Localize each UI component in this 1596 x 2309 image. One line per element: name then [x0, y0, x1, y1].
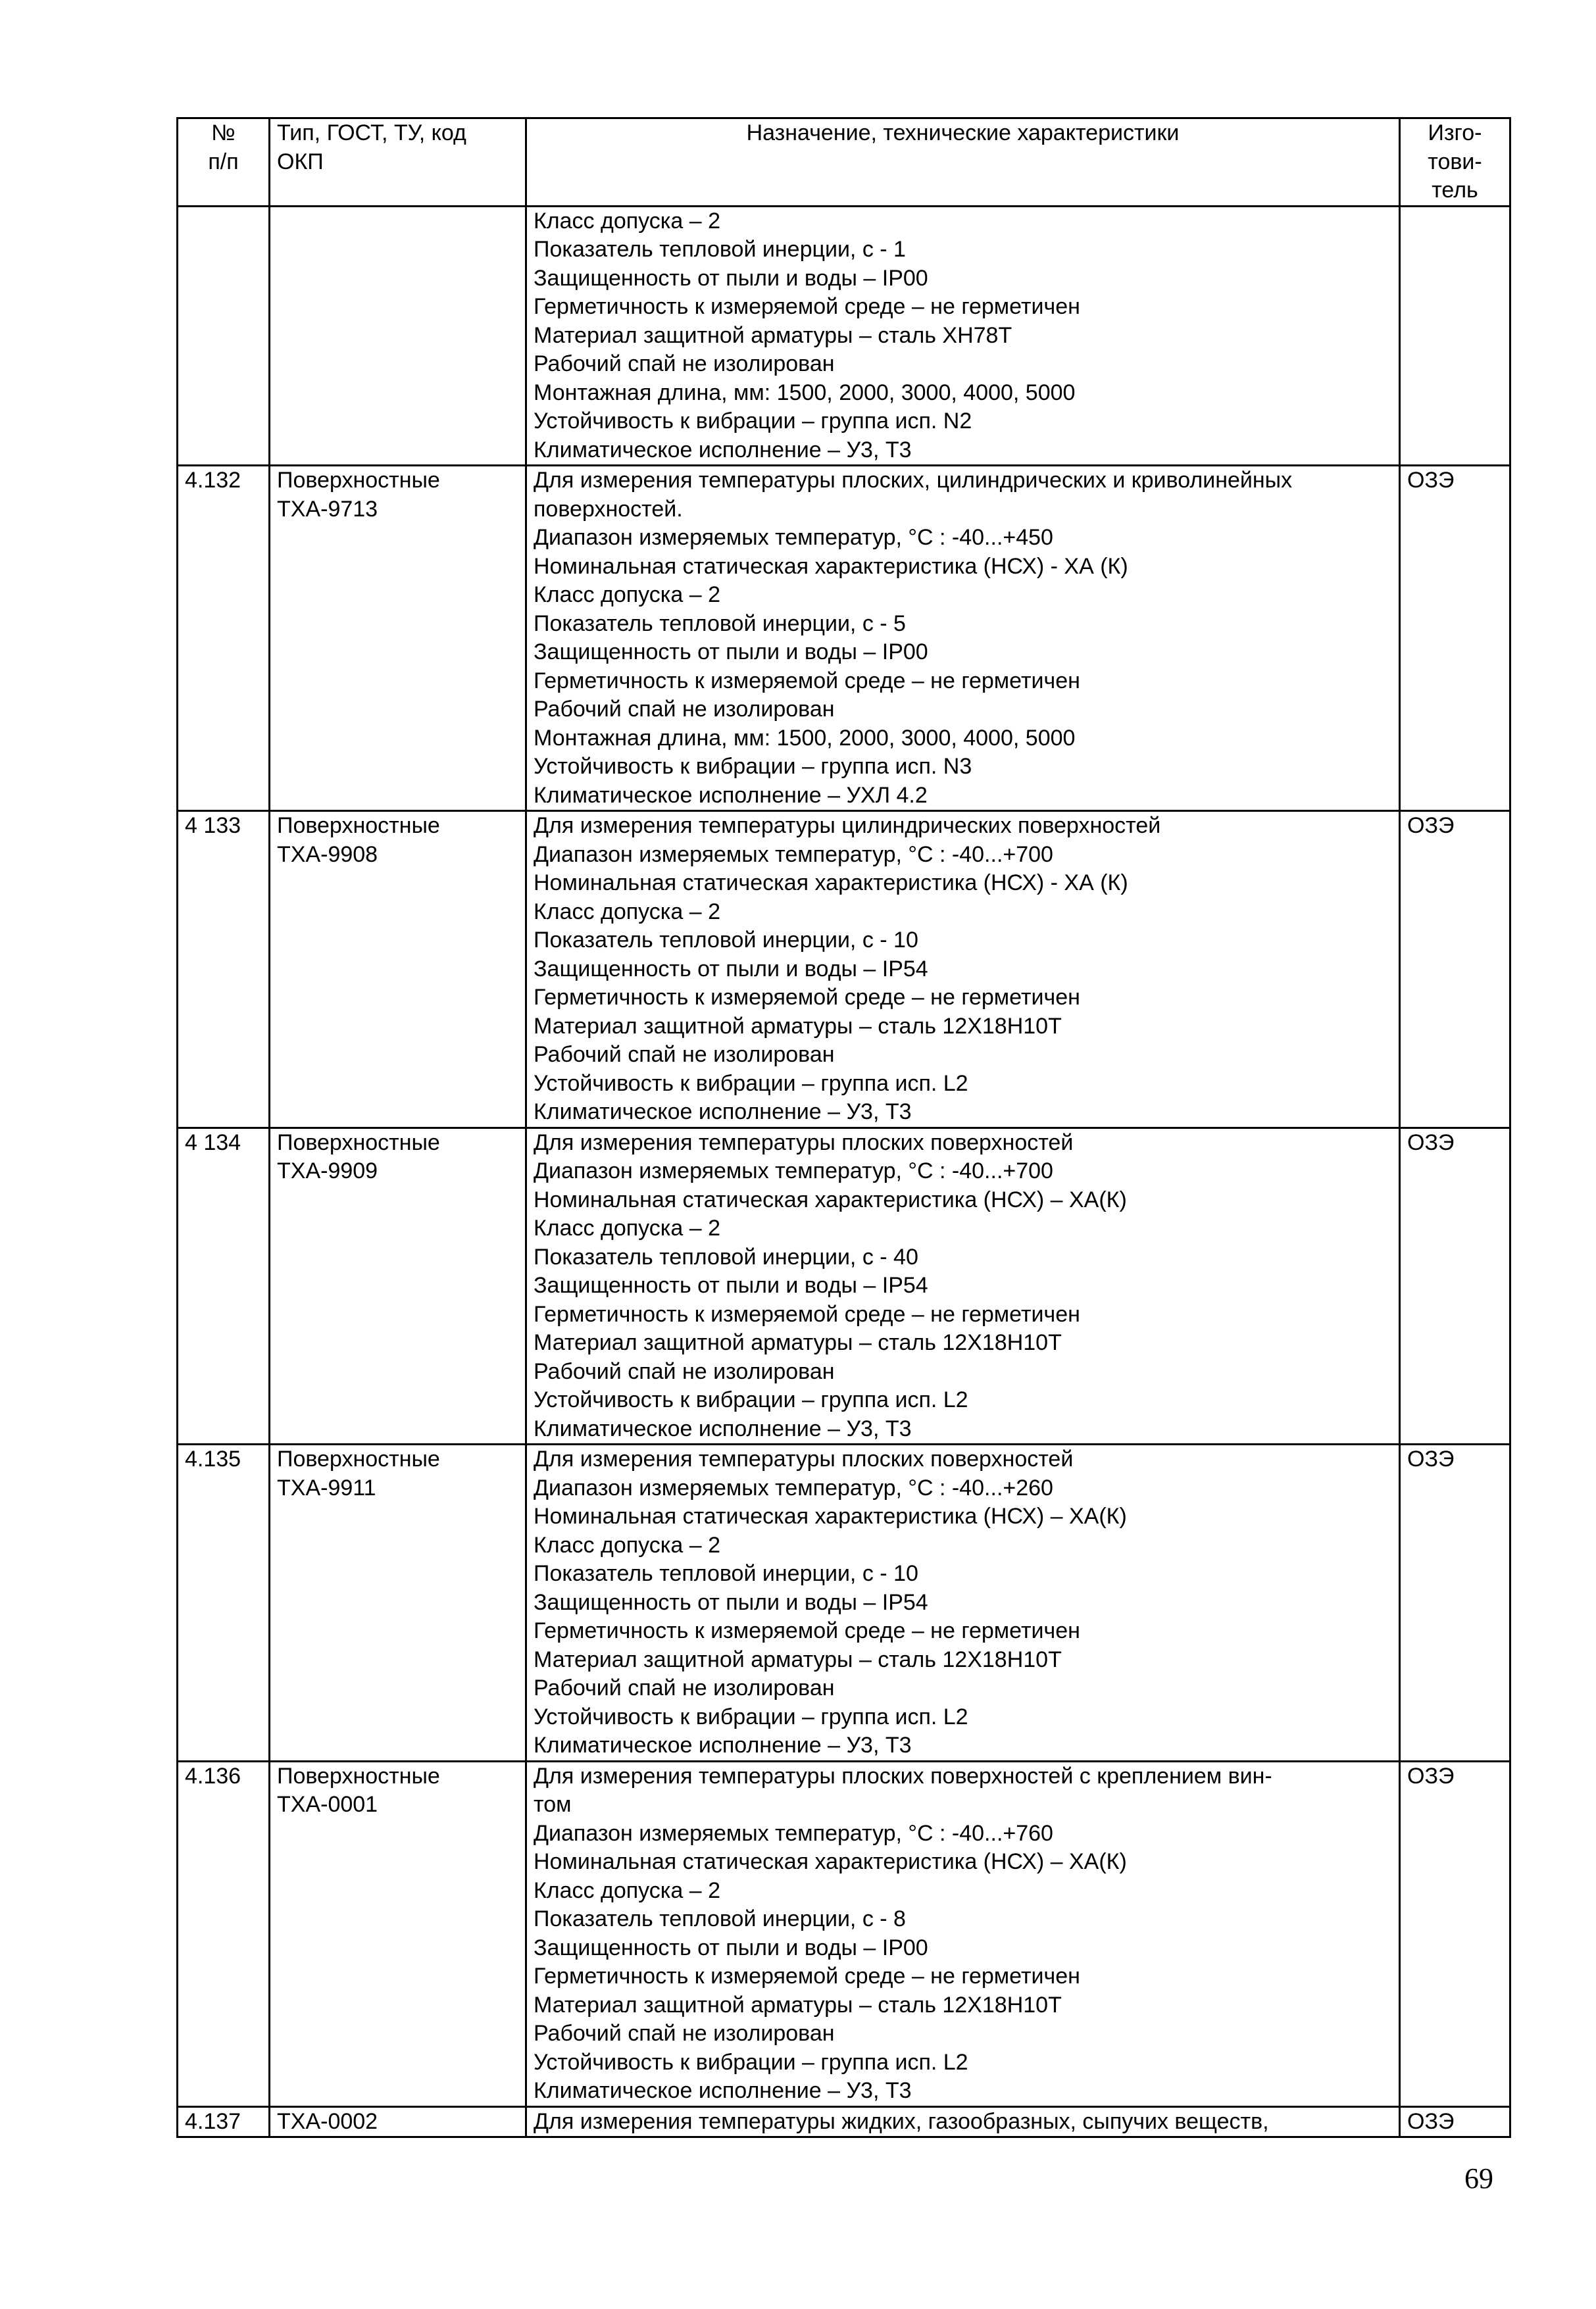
- type-line: ТХА-9908: [277, 841, 378, 867]
- cell-type: [270, 1128, 526, 1445]
- header-desc: Назначение, технические характеристики: [526, 118, 1400, 207]
- header-row: [178, 118, 1510, 207]
- table-row: [178, 466, 1510, 811]
- desc-line: Устойчивость к вибрации – группа исп. L2: [534, 1704, 968, 1729]
- cell-desc: [526, 1128, 1400, 1445]
- desc-line: Герметичность к измеряемой среде – не герметичен: [534, 668, 1080, 693]
- desc-line: Класс допуска – 2: [534, 1216, 721, 1241]
- desc-line: Материал защитной арматуры – сталь 12Х18Н10Т: [534, 1647, 1062, 1672]
- desc-line: Климатическое исполнение – У3, Т3: [534, 2078, 912, 2103]
- desc-line: Климатическое исполнение – У3, Т3: [534, 1733, 912, 1758]
- desc-line: Устойчивость к вибрации – группа исп. L2: [534, 1387, 968, 1412]
- desc-line: Рабочий спай не изолирован: [534, 1676, 835, 1701]
- desc-line: Номинальная статическая характеристика (НСХ) - ХА (К): [534, 553, 1128, 579]
- desc-line: Номинальная статическая характеристика (НСХ) – ХА(К): [534, 1849, 1127, 1874]
- desc-line: Диапазон измеряемых температур, °С : -40...+450: [534, 525, 1053, 550]
- desc-line: Устойчивость к вибрации – группа исп. L2: [534, 1070, 968, 1096]
- desc-line: Для измерения температуры цилиндрических поверхностей: [534, 813, 1161, 838]
- desc-line: Монтажная длина, мм: 1500, 2000, 3000, 4000, 5000: [534, 380, 1076, 405]
- cell-num: 4 134: [178, 1128, 270, 1445]
- cell-desc: [526, 2106, 1400, 2137]
- desc-line: Рабочий спай не изолирован: [534, 697, 835, 722]
- cell-maker: ОЗЭ: [1400, 1445, 1510, 1762]
- desc-line: Рабочий спай не изолирован: [534, 1042, 835, 1067]
- desc-line: Защищенность от пыли и воды – IP54: [534, 956, 928, 981]
- cell-type: [270, 1761, 526, 2106]
- cell-num: 4.136: [178, 1761, 270, 2106]
- type-line: ТХА-9909: [277, 1158, 378, 1183]
- desc-line: Защищенность от пыли и воды – IP00: [534, 639, 928, 664]
- desc-line: Климатическое исполнение – УХЛ 4.2: [534, 782, 928, 808]
- cell-type: [270, 466, 526, 811]
- cell-num: [178, 206, 270, 466]
- cell-num: 4.135: [178, 1445, 270, 1762]
- desc-line: Монтажная длина, мм: 1500, 2000, 3000, 4000, 5000: [534, 725, 1076, 751]
- desc-line: поверхностей.: [534, 496, 683, 522]
- cell-type: [270, 206, 526, 466]
- header-num: № п/п: [178, 118, 270, 207]
- cell-num: 4.132: [178, 466, 270, 811]
- header-type: Тип, ГОСТ, ТУ, код ОКП: [270, 118, 526, 207]
- type-line: ТХА-0001: [277, 1792, 378, 1817]
- table-row: [178, 1445, 1510, 1762]
- desc-line: Класс допуска – 2: [534, 1532, 721, 1558]
- cell-num: 4 133: [178, 811, 270, 1128]
- desc-line: Номинальная статическая характеристика (НСХ) – ХА(К): [534, 1504, 1127, 1529]
- desc-line: Показатель тепловой инерции, с - 1: [534, 237, 906, 262]
- cell-type: [270, 811, 526, 1128]
- table-row: [178, 811, 1510, 1128]
- desc-line: Защищенность от пыли и воды – IP54: [534, 1589, 928, 1615]
- desc-line: Для измерения температуры плоских, цилиндрических и криволинейных: [534, 468, 1293, 493]
- desc-line: Устойчивость к вибрации – группа исп. N3: [534, 754, 972, 779]
- desc-line: Климатическое исполнение – У3, Т3: [534, 1416, 912, 1441]
- desc-line: Герметичность к измеряемой среде – не герметичен: [534, 985, 1080, 1010]
- cell-maker: ОЗЭ: [1400, 1128, 1510, 1445]
- cell-num: 4.137: [178, 2106, 270, 2137]
- page-number: 69: [1464, 2162, 1493, 2195]
- cell-type: [270, 1445, 526, 1762]
- desc-line: Устойчивость к вибрации – группа исп. N2: [534, 409, 972, 434]
- desc-line: Показатель тепловой инерции, с - 40: [534, 1244, 918, 1270]
- type-line: ТХА-9911: [277, 1475, 376, 1501]
- desc-line: Материал защитной арматуры – сталь 12Х18Н10Т: [534, 1330, 1062, 1355]
- desc-line: Для измерения температуры плоских поверхностей с креплением вин-: [534, 1763, 1272, 1789]
- cell-desc: [526, 206, 1400, 466]
- desc-line: том: [534, 1792, 572, 1817]
- type-line: Поверхностные: [277, 813, 440, 838]
- continuation-row: [178, 206, 1510, 466]
- cell-maker: ОЗЭ: [1400, 1761, 1510, 2106]
- desc-line: Рабочий спай не изолирован: [534, 1358, 835, 1384]
- desc-line: Диапазон измеряемых температур, °С : -40...+760: [534, 1820, 1053, 1846]
- desc-line: Защищенность от пыли и воды – IP00: [534, 265, 928, 291]
- desc-line: Номинальная статическая характеристика (НСХ) – ХА(К): [534, 1187, 1127, 1212]
- desc-line: Диапазон измеряемых температур, °С : -40...+260: [534, 1475, 1053, 1501]
- desc-line: Герметичность к измеряемой среде – не герметичен: [534, 1618, 1080, 1643]
- table-row: [178, 2106, 1510, 2137]
- desc-line: Рабочий спай не изолирован: [534, 2021, 835, 2046]
- spec-table: [176, 117, 1511, 2138]
- table-row: [178, 1761, 1510, 2106]
- type-line: Поверхностные: [277, 1447, 440, 1472]
- desc-line: Класс допуска – 2: [534, 1877, 721, 1903]
- cell-maker: ОЗЭ: [1400, 811, 1510, 1128]
- desc-line: Климатическое исполнение – У3, Т3: [534, 437, 912, 462]
- desc-line: Материал защитной арматуры – сталь 12Х18Н10Т: [534, 1013, 1062, 1039]
- desc-line: Герметичность к измеряемой среде – не герметичен: [534, 294, 1080, 319]
- cell-maker: ОЗЭ: [1400, 2106, 1510, 2137]
- header-maker: Изго- тови- тель: [1400, 118, 1510, 207]
- desc-line: Показатель тепловой инерции, с - 10: [534, 928, 918, 953]
- desc-line: Класс допуска – 2: [534, 899, 721, 924]
- desc-line: Устойчивость к вибрации – группа исп. L2: [534, 2049, 968, 2075]
- table-row: [178, 1128, 1510, 1445]
- cell-desc: [526, 811, 1400, 1128]
- desc-line: Защищенность от пыли и воды – IP00: [534, 1935, 928, 1960]
- cell-desc: [526, 1445, 1400, 1762]
- type-line: Поверхностные: [277, 468, 440, 493]
- desc-line: Номинальная статическая характеристика (НСХ) - ХА (К): [534, 870, 1128, 895]
- desc-line: Для измерения температуры плоских поверхностей: [534, 1130, 1074, 1155]
- desc-line: Климатическое исполнение – У3, Т3: [534, 1099, 912, 1124]
- type-line: ТХА-9713: [277, 496, 378, 522]
- desc-line: Диапазон измеряемых температур, °С : -40...+700: [534, 841, 1053, 867]
- desc-line: Класс допуска – 2: [534, 208, 721, 234]
- desc-line: Класс допуска – 2: [534, 582, 721, 607]
- desc-line: Герметичность к измеряемой среде – не герметичен: [534, 1964, 1080, 1989]
- cell-maker: ОЗЭ: [1400, 466, 1510, 811]
- cell-maker: [1400, 206, 1510, 466]
- desc-line: Для измерения температуры плоских поверхностей: [534, 1447, 1074, 1472]
- desc-line: Защищенность от пыли и воды – IP54: [534, 1273, 928, 1298]
- desc-line: Рабочий спай не изолирован: [534, 351, 835, 376]
- desc-line: Материал защитной арматуры – сталь ХН78Т: [534, 322, 1012, 348]
- desc-line: Материал защитной арматуры – сталь 12Х18Н10Т: [534, 1992, 1062, 2018]
- desc-line: Для измерения температуры жидких, газообразных, сыпучих веществ,: [534, 2108, 1269, 2134]
- desc-line: Диапазон измеряемых температур, °С : -40...+700: [534, 1158, 1053, 1183]
- type-line: Поверхностные: [277, 1763, 440, 1789]
- type-line: ТХА-0002: [277, 2108, 378, 2134]
- desc-line: Показатель тепловой инерции, с - 8: [534, 1906, 906, 1931]
- cell-type: [270, 2106, 526, 2137]
- desc-line: Показатель тепловой инерции, с - 10: [534, 1561, 918, 1586]
- desc-line: Герметичность к измеряемой среде – не герметичен: [534, 1301, 1080, 1327]
- type-line: Поверхностные: [277, 1130, 440, 1155]
- cell-desc: [526, 1761, 1400, 2106]
- desc-line: Показатель тепловой инерции, с - 5: [534, 610, 906, 636]
- cell-desc: [526, 466, 1400, 811]
